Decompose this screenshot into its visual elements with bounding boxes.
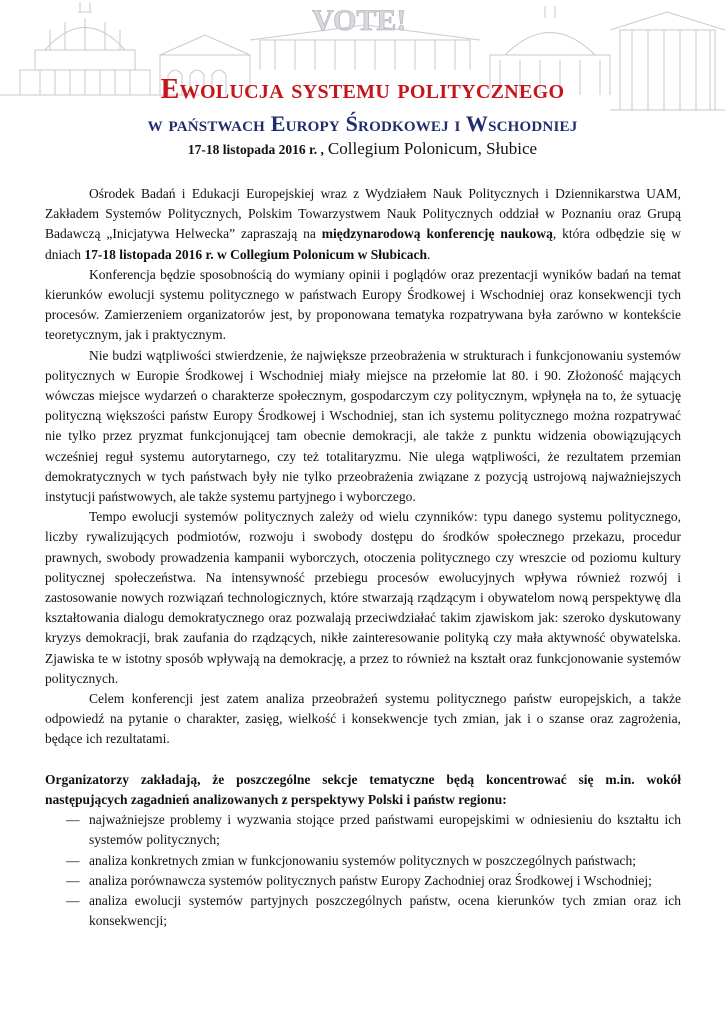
paragraph-5: Celem konferencji jest zatem analiza przeobrażeń systemu politycznego państw europejskich, a także odpowiedź na pytanie o charakter, zasięg, wielkość i konsekwencje tych zmian, jak i o szanse oraz zagrożenia, będące ich rezultatami. (45, 691, 681, 747)
title-line-2: w państwach Europy Środkowej i Wschodniej (147, 111, 578, 136)
topic-text: analiza konkretnych zmian w funkcjonowaniu systemów politycznych w poszczególnych państwach; (89, 852, 636, 868)
topic-text: analiza porównawcza systemów politycznych państw Europy Zachodniej oraz Środkowej i Wschodniej; (89, 872, 652, 888)
vote-banner-text: VOTE! (312, 4, 407, 37)
list-item (45, 891, 681, 931)
document-body (45, 184, 681, 931)
dash-icon: — (66, 872, 80, 888)
intro-bold-conference: międzynarodową konferencję naukową (321, 226, 553, 242)
intro-text-3: . (427, 246, 431, 262)
paragraph-2: Konferencja będzie sposobnością do wymiany opinii i poglądów oraz prezentacji wyników badań na temat kierunków ewolucji systemu politycznego w państwach Europy Środkowej i Wschodniej oraz konsekwencji tych procesów. Zamierzeniem organizatorów jest, by proponowana tematyka rozpatrywana była zarówno w kontekście teoretycznym, jak i praktycznym. (45, 266, 681, 343)
intro-text-1: Ośrodek Badań i Edukacji Europejskiej wraz z Wydziałem Nauk Politycznych i Dziennikarstwa UAM, Zakładem Systemów Politycznych, Polskim Towarzystwem Nauk Politycznych oddział w Poznaniu oraz Grupą Badawczą „Inicjatywa Helwecka” zapraszają na (45, 186, 681, 242)
topic-text: analiza ewolucji systemów partyjnych poszczególnych państw, ocena kierunków tych zmian oraz ich konsekwencji; (89, 892, 681, 929)
date-venue-line (0, 139, 725, 159)
dash-icon: — (66, 892, 80, 908)
dash-icon: — (66, 812, 80, 828)
list-item (45, 871, 681, 891)
conference-title (0, 74, 725, 106)
topic-text: najważniejsze problemy i wyzwania stojące przed państwami europejskimi w odniesieniu do kształtu ich systemów politycznych; (89, 812, 681, 848)
title-line-1: Ewolucja systemu politycznego (160, 74, 565, 105)
topics-list (45, 810, 681, 931)
organizers-heading: Organizatorzy zakładają, że poszczególne sekcje tematyczne będą koncentrować się m.in. wokół następujących zagadnień analizowanych z perspektywy Polski i państw regionu: (45, 771, 681, 807)
conference-subtitle (0, 111, 725, 137)
paragraph-intro (45, 184, 681, 265)
list-item (45, 851, 681, 871)
list-item (45, 810, 681, 850)
dash-icon: — (66, 852, 80, 868)
conference-date: 17-18 listopada 2016 r. , (187, 142, 324, 157)
conference-venue: Collegium Polonicum, Słubice (327, 139, 538, 158)
intro-bold-date-place: 17-18 listopada 2016 r. w Collegium Polonicum w Słubicach (84, 246, 428, 262)
paragraph-3: Nie budzi wątpliwości stwierdzenie, że największe przeobrażenia w strukturach i funkcjonowaniu systemów politycznych w Europie Środkowej i Wschodniej miały miejsce na przełomie lat 80. i 90. Złożoność mających wówczas miejsce wydarzeń o charakterze społecznym, gospodarczym czy politycznym, wpłynęła na to, że sytuację polityczną większości państw Europy Środkowej i Wschodniej, stan ich systemu politycznego można rozpatrywać nie tylko przez pryzmat funkcjonującej tam obecnie demokracji, ale także z punktu widzenia obowiązujących wcześniej reguł systemu autorytarnego, czy też totalitaryzmu. Nie ulega wątpliwości, że rezultatem przemian demokratycznych w tych państwach były nie tylko przeobrażenia związane z pozycją ustrojową najważniejszych instytucji państwowych, ale także systemu partyjnego i wyborczego. (45, 347, 681, 505)
intro-text-2: , która odbędzie się w dniach (45, 226, 681, 262)
paragraph-4: Tempo ewolucji systemów politycznych zależy od wielu czynników: typu danego systemu politycznego, liczby rywalizujących podmiotów, rozwoju i swobody dostępu do środków społecznego przekazu, procedur prawnych, swobody prowadzenia kampanii wyborczych, otoczenia politycznego czy wreszcie od poziomu kultury politycznej społeczeństwa. Na intensywność przebiegu procesów ewolucyjnych wpływa również rozwój i zastosowanie nowych rozwiązań technologicznych, które stwarzają rządzącym i obywatelom nową perspektywę dla kształtowania dialogu demokratycznego oraz pozwalają przeciwdziałać takim zjawiskom jak: szeroko dyskutowany kryzys demokracji, brak zaufania do rządzących, nikłe zainteresowanie polityką czy mała aktywność obywatelska. Zjawiska te w istotny sposób wpływają na demokrację, a przez to również na kształt oraz funkcjonowanie systemów politycznych. (45, 509, 681, 686)
